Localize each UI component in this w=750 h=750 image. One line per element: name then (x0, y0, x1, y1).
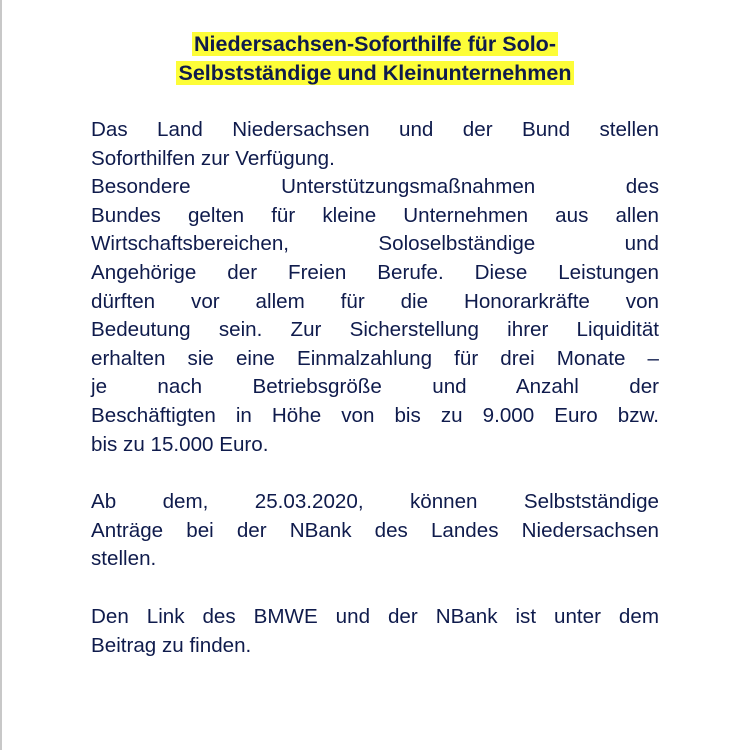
text-line: Beitrag zu finden. (91, 633, 252, 657)
text-line: Den Link des BMWE und der NBank ist unter dem (91, 604, 659, 628)
text-line: Bundes gelten für kleine Unternehmen aus allen (91, 203, 659, 227)
text-line: Angehörige der Freien Berufe. Diese Leistungen (91, 260, 659, 284)
paragraph-application-date (91, 488, 659, 574)
text-line: Beschäftigten in Höhe von bis zu 9.000 Euro bzw. (91, 403, 659, 427)
page-edge-divider (0, 0, 2, 750)
title-line-1: Niedersachsen-Soforthilfe für Solo- (194, 32, 556, 56)
paragraph-support-measures (91, 173, 659, 459)
text-line: Wirtschaftsbereichen, Soloselbständige und (91, 232, 659, 256)
text-line: je nach Betriebsgröße und Anzahl der (91, 375, 659, 399)
text-line: Anträge bei der NBank des Landes Niedersachsen (91, 518, 659, 542)
text-line: Das Land Niedersachsen und der Bund stellen (91, 118, 659, 141)
paragraph-intro (91, 116, 659, 173)
title-line-2: Selbstständige und Kleinunternehmen (178, 61, 572, 85)
text-line: dürften vor allem für die Honorarkräfte von (91, 289, 659, 313)
text-line: stellen. (91, 547, 157, 571)
paragraph-link-note (91, 603, 659, 660)
text-line: Soforthilfen zur Verfügung. (91, 146, 335, 170)
text-line: Bedeutung sein. Zur Sicherstellung ihrer Liquidität (91, 318, 659, 342)
text-line: bis zu 15.000 Euro. (91, 432, 269, 456)
text-line: Ab dem, 25.03.2020, können Selbstständige (91, 490, 659, 514)
document-title (0, 30, 750, 88)
text-line: erhalten sie eine Einmalzahlung für drei Monate – (91, 346, 659, 370)
document-body (91, 116, 659, 660)
text-line: Besondere Unterstützungsmaßnahmen des (91, 175, 659, 199)
